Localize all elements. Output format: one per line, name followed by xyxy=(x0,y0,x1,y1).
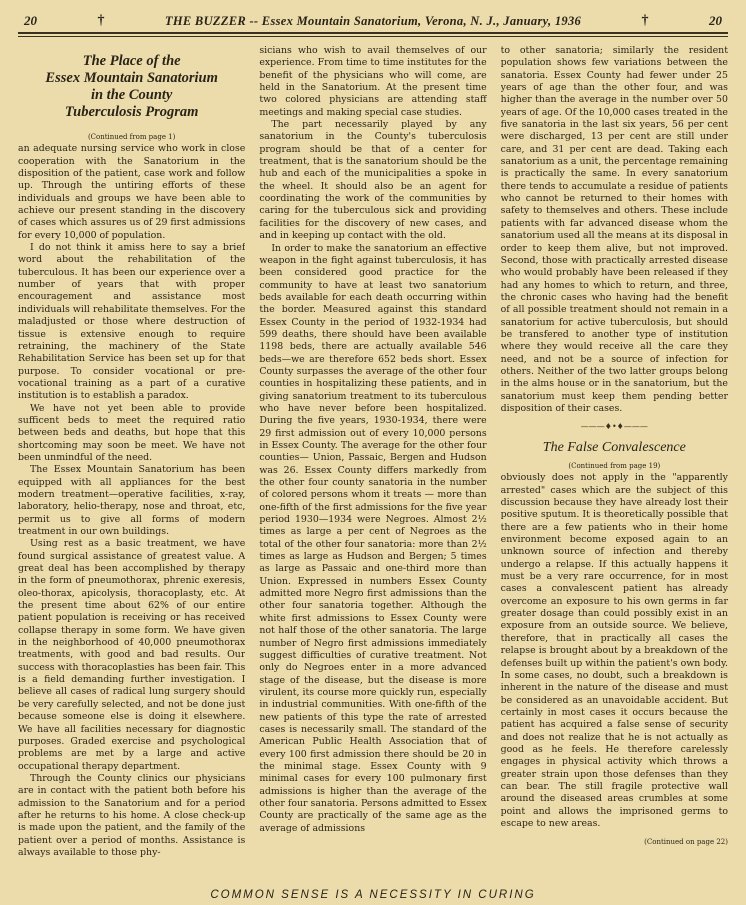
paragraph: Through the County clinics our physicians are in contact with the patient both before his admission to the Sanatorium and for a period after he returns to his home. A close check-up is made upon the patient, and the family of the patient over a period of months. Assistance is always available to those phy- xyxy=(18,772,246,858)
title-line: Essex Mountain Sanatorium xyxy=(45,70,218,86)
divider-ornament: ———♦•♦——— xyxy=(580,422,648,432)
paragraph: sicians who wish to avail themselves of our experience. From time to time institutes for the benefit of the physicians who will come, are held in the Sanatorium. At the present time two colored physicians are attending staff meetings and making special case studies. xyxy=(259,45,487,118)
page-number-left: 20 xyxy=(24,13,37,28)
paragraph: The Essex Mountain Sanatorium has been equipped with all appliances for the best modern treatment—operative facilities, x-ray, laboratory, helio-therapy, nose and throat, etc, permit us to give all forms of modern treatment in our own buildings. xyxy=(18,464,246,537)
article-columns xyxy=(18,45,728,875)
masthead-title: THE BUZZER -- Essex Mountain Sanatorium, Verona, N. J., January, 1936 xyxy=(164,13,582,28)
page-header xyxy=(18,10,728,34)
column-2 xyxy=(259,45,486,875)
footer-motto: COMMON SENSE IS A NECESSITY IN CURING xyxy=(210,889,536,901)
continued-from-note: (Continued from page 1) xyxy=(87,133,176,141)
cross-icon: † xyxy=(97,13,105,28)
title-line: The Place of the xyxy=(82,53,181,69)
paragraph: an adequate nursing service who work in close cooperation with the Sanatorium in the disposition of the patient, case work and follow up. Through the untiring efforts of these individuals and groups we have been able to achieve our present standing in the discovery of cases which assures us of 29 first admissions for every 10,000 of population. xyxy=(18,143,246,241)
header-rule xyxy=(18,36,728,37)
paragraph: Using rest as a basic treatment, we have found surgical assistance of greatest value. A great deal has been accomplished by therapy in the form of pneumothorax, phrenic exeresis, oleo-thorax, apicolysis, thoracoplasty, etc. At the present time about 62% of our entire patient population is receiving or has received collapse therapy in some form. We have given in the neighborhood of 40,000 pneumothorax treatments, with good and bad results. Our success with thoracoplasties has been fair. This is a field demanding further investigation. I believe all cases of radical lung surgery should be very carefully selected, and not be done just because someone else is doing it elsewhere. We have all facilities necessary for diagnostic purposes. Graded exercise and psychological problems are met by a large and active occupational therapy department. xyxy=(18,538,246,772)
paragraph: I do not think it amiss here to say a brief word about the rehabilitation of the tuberculous. It has been our experience over a number of years that with proper encouragement and assistance most individuals will rehabilitate themselves. For the maladjusted or those where destruction of tissue is extensive enough to require retraining, the machinery of the State Rehabilitation Service has been set up for that purpose. To consider vocational or pre-vocational training as a part of a curative institution is to establish a paradox. xyxy=(18,242,246,402)
paragraph: The part necessarily played by any sanatorium in the County's tuberculosis program should be that of a center for treatment, that is the sanatorium should be the hub and each of the municipalities a spoke in the wheel. It should also be an agent for coordinating the work of the communities by caring for the tuberculous sick and providing facilities for the discovery of new cases, and and in keeping up contact with the old. xyxy=(259,119,487,242)
title-line: Tuberculosis Program xyxy=(64,104,199,120)
paragraph: In order to make the sanatorium an effective weapon in the fight against tuberculosis, it has been considered good practice for the community to have at least two sanatorium beds available for each death occurring within the border. Measured against this standard Essex County in the period of 1932-1934 had 599 deaths, there should have been available 1198 beds, there are actually available 546 beds—we are therefore 652 beds short. Essex County surpasses the average of the other four counties in hospitalizing these patients, and in giving sanatorium treatment to its tuberculous who have never before been hospitalized. During the five years, 1930-1934, there were 29 first admission out of every 10,000 persons in Essex County. The average for the other four counties— Union, Passaic, Bergen and Hudson was 26. Essex County differs markedly from the other four county sanatoria in the number of colored persons whom it treats — more than one-fifth of the first admissions for the five year period 1930—1934 were Negroes. Almost 2½ times as large a per cent of Negroes as the total of the other four sanatoria: more than 2½ times as large as Hudson and Bergen; 5 times as large as Passaic and one-third more than Union. Expressed in numbers Essex County admitted more Negro first admissions than the other four sanatoria together. Although the white first admissions to Essex County were not half those of the other sanatoria. The large number of Negro first admissions immediately suggest difficulties of curative treatment. Not only do Negroes enter in a more advanced stage of the disease, but the disease is more virulent, its course more quickly run, especially in industrial communities. With one-fifth of the new patients of this type the rate of arrested cases is necessarily small. The standard of the American Public Health Association that of every 100 first admission there should be 20 in the minimal stage. Essex County with 9 minimal cases for every 100 pulmonary first admissions is higher than the average of the other four sanatoria. Persons admitted to Essex County are practically of the same age as the average of admissions xyxy=(259,242,487,834)
article-title-false-convalescence: The False Convalescence xyxy=(542,439,686,455)
article-title xyxy=(18,53,245,121)
paragraph: to other sanatoria; similarly the resident population shows few variations between the sanatoria. Essex County had fewer under 25 years of age than the other four, and was higher than the average in the number over 50 years of age. Of the 10,000 cases treated in the five sanatoria in the last six years, 56 per cent were discharged, 13 per cent are still under care, and 31 per cent are dead. Taking each sanatorium as a unit, the percentage remaining is practically the same. In every sanatorium there tends to accumulate a residue of patients who cannot be returned to their homes with safety to themselves and others. These include patients with far advanced disease whom the sanatorium used all the means at its disposal in order to keep them alive, but not improved. Second, those with practically arrested disease who would probably have been released if they had any homes to which to return, and three, the chronic cases who having had the benefit of all possible treatment should not remain in a sanatorium for active tuberculosis, but should be transfered to another type of institution where they would receive all the care they need, and not be a source of infection for others. Neither of the two latter groups belong in the alms house or in the sanatorium, but the sanatorium must keep them pending better disposition of their cases. xyxy=(500,45,728,414)
paragraph: We have not yet been able to provide sufficent beds to meet the required ratio between beds and deaths, but hope that this shortcoming may soon be meet. We have not been unmindful of the need. xyxy=(18,402,246,463)
continued-from-note: (Continued from page 19) xyxy=(568,462,661,470)
column-3 xyxy=(501,45,728,875)
column-1 xyxy=(18,45,245,875)
title-line: in the County xyxy=(90,87,173,103)
cross-icon: † xyxy=(641,13,649,28)
paragraph: obviously does not apply in the "apparently arrested" cases which are the subject of this discussion because they have already lost their positive sputum. It is theoretically possible that there are a few patients who in their home environment become exposed again to an unknown source of infection and thereby undergo a relapse. If this actually happens it must be a very rare occurrence, for in most cases a convalescent patient has already overcome an exposure to his own germs in far greater dosage than could possibly exist in an exposure from an outside source. We believe, therefore, that in practically all cases the relapse is brought about by a breakdown of the defenses built up within the patient's own body. In some cases, no doubt, such a breakdown is inherent in the nature of the disease and must be considered as an unavoidable accident. But certainly in most cases it occurs because the patient has acquired a false sense of security and does not realize that he is not actually as good as he feels. He therefore carelessly engages in physical activity which throws a greater strain upon those defenses than they can bear. The still fragile protective wall around the diseased areas crumbles at some point and allows the imprisoned germs to escape to new areas. xyxy=(500,472,728,829)
page-number-right: 20 xyxy=(708,13,722,28)
continued-on-note: (Continued on page 22) xyxy=(644,838,728,847)
